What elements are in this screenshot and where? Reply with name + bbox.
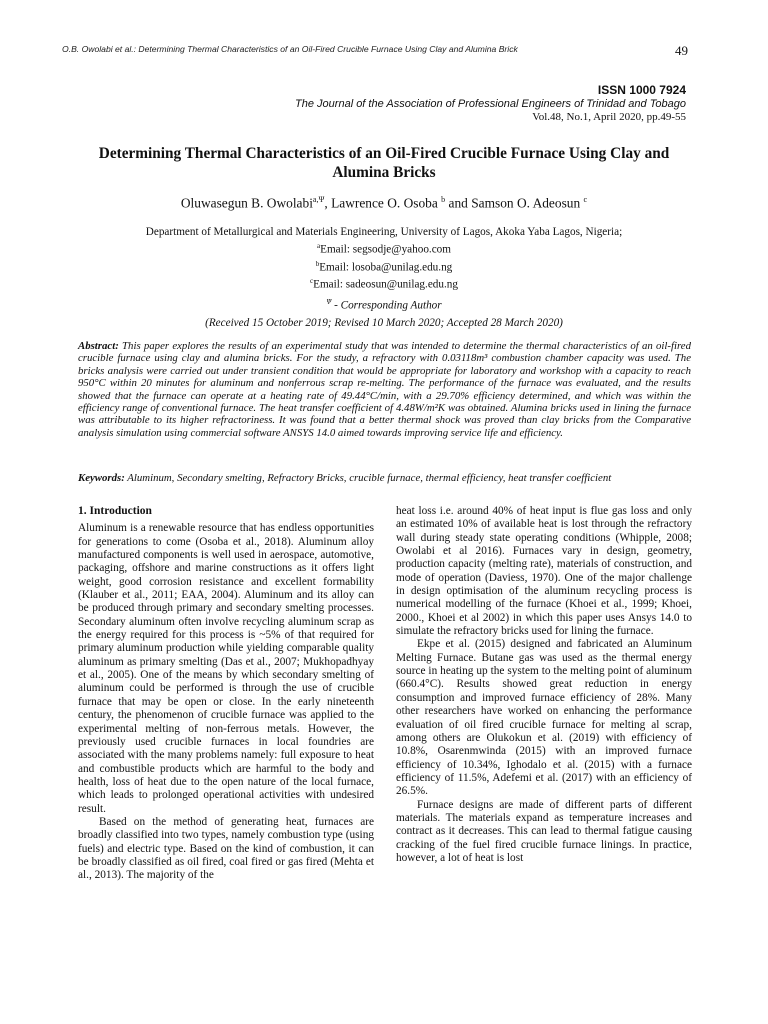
email-mark: c bbox=[310, 277, 314, 286]
paragraph: Based on the method of generating heat, furnaces are broadly classified into two types, namely combustion type (using fuels) and electric type. Based on the kind of combustion, it can be broadly classified as oil fired, coal fired or gas fired (Mehta et al., 2013). The majority of the bbox=[78, 815, 374, 882]
keywords bbox=[78, 472, 691, 484]
paragraph: Furnace designs are made of different parts of different materials. The materials expand as temperature increases and contract as it decreases. This can lead to thermal fatigue causing cracking of the fuel fired crucible furnace linings. In practice, however, a lot of heat is lost bbox=[396, 798, 692, 864]
author-affil-mark: b bbox=[441, 195, 446, 204]
email-line bbox=[70, 257, 698, 275]
paragraph: Aluminum is a renewable resource that has endless opportunities for generations to come (Osoba et al., 2018). Aluminum alloy manufactured components is well used in aerospace, automotive, packaging, offshore and marine constructions as it offers light weight, good corrosion resistance and excellent formability (Klauber et al., 2011; EAA, 2004). Aluminum and its alloy can be produced through primary and secondary smelting processes. Secondary aluminum often involve recycling aluminum scrap as the energy required for this process is ~5% of that required for primary aluminum production while yielding comparable quality aluminum as primary smelting (Das et al., 2007; Mukhopadhyay et al., 2005). One of the means by which secondary smelting of aluminum could be performed is through the use of crucible furnace that may be open or close. In the early nineteenth century, the phenomenon of crucible furnace was applied to the experimental melting of non-ferrous metals. However, the previously used crucible furnaces in local foundries are associated with the many problems namely: full exposure to heat and combustible products which are harmful to the body and health, loss of heat due to the open nature of the local furnace, which leads to prolonged operational activities with undesired result. bbox=[78, 522, 374, 815]
author-name: Lawrence O. Osoba bbox=[331, 195, 438, 211]
right-column bbox=[396, 505, 692, 865]
journal-info bbox=[295, 83, 686, 123]
paper-title: Determining Thermal Characteristics of an Oil-Fired Crucible Furnace Using Clay and Alumina Bricks bbox=[98, 145, 670, 181]
email-text: Email: losoba@unilag.edu.ng bbox=[319, 261, 453, 274]
corresponding-text: - Corresponding Author bbox=[331, 299, 442, 312]
email-line bbox=[70, 274, 698, 292]
issn: ISSN 1000 7924 bbox=[597, 83, 686, 97]
running-head: O.B. Owolabi et al.: Determining Thermal Characteristics of an Oil-Fired Crucible Furnace Using Clay and Alumina Brick bbox=[62, 44, 518, 54]
email-mark: a bbox=[317, 242, 321, 250]
paragraph: heat loss i.e. around 40% of heat input is flue gas loss and only an estimated 10% of available heat is lost through the refractory wall during steady state operating conditions (Whipple, 2008; Owolabi et al 2016). Furnaces vary in design, geometry, production capacity (melting rate), materials of construction, and mode of operation (Daviess, 1970). One of the major challenge in design optimisation of the aluminum recycling process is numerical modelling of the furnace (Khoei et al., 1999; Khoei, 2000., Khoei et al 2002) in which this paper uses Ansys 14.0 to simulate the refractory bricks used for lining the furnace. bbox=[396, 505, 692, 638]
corresponding-symbol: Ψ bbox=[326, 298, 332, 307]
abstract-text: This paper explores the results of an experimental study that was intended to determine the thermal characteristics of an oil-fired crucible furnace using clay and alumina bricks. For the study, a refractory with 0.03118m³ combustion chamber capacity was used. The bricks analysis were carried out under transient condition that would be appropriate for laboratory and workshop with a capacity to reach 950°C within 20 minutes for aluminum and nonferrous scrap re-melting. The performance of the furnace was evaluated, and the results showed that the furnace can operate at a heating rate of 49.44°C/min, with a 29.70% efficiency determined, and which was within the efficiency range of conventional furnace. The heat transfer coefficient of 4.48W/m²K was obtained. Alumina bricks used in lining the furnace was attributable to its higher refractoriness. It was found that a better thermal shock was proved than clay bricks from the Comparative analysis simulation using commercial software ANSYS 14.0 aimed towards improving service life and efficiency. bbox=[78, 340, 691, 439]
abstract-label: Abstract: bbox=[78, 340, 119, 352]
email-text: Email: sadeosun@unilag.edu.ng bbox=[313, 279, 458, 292]
journal-name: The Journal of the Association of Professional Engineers of Trinidad and Tobago bbox=[295, 98, 686, 110]
author-name: Oluwasegun B. Owolabi bbox=[180, 195, 313, 211]
email-line bbox=[70, 239, 698, 257]
author-separator: and bbox=[445, 195, 472, 211]
author-affil-mark: c bbox=[583, 195, 588, 204]
left-column bbox=[78, 505, 374, 883]
received-dates: (Received 15 October 2019; Revised 10 March 2020; Accepted 28 March 2020) bbox=[205, 316, 563, 329]
page-number: 49 bbox=[675, 43, 688, 58]
keywords-label: Keywords: bbox=[78, 472, 125, 484]
affiliation-block bbox=[70, 225, 698, 330]
department: Department of Metallurgical and Materials Engineering, University of Lagos, Akoka Yaba Lagos, Nigeria; bbox=[145, 226, 623, 238]
volume-info: Vol.48, No.1, April 2020, pp.49-55 bbox=[532, 111, 686, 123]
email-mark: b bbox=[315, 259, 320, 268]
corresponding-note bbox=[70, 295, 698, 313]
author-affil-mark: a,Ψ bbox=[312, 195, 325, 204]
abstract bbox=[78, 340, 691, 439]
paragraph: Ekpe et al. (2015) designed and fabricated an Aluminum Melting Furnace. Butane gas was used as the thermal energy source in heating up the system to the melting point of aluminum (660.4°C). Results showed great reduction in energy consumption and improved furnace efficiency of 28%. Many other researchers have worked on enhancing the performance evaluation of oil fired crucible furnace for melting al scrap, among others are Olukokun et al. (2019) with efficiency of 10.8%, Osarenmwinda (2015) with an improved furnace efficiency of 10.34%, Ighodalo et al. (2015) with a furnace efficiency of 11.5%, Adefemi et al. (2017) with an efficiency of 26.5%. bbox=[396, 638, 692, 798]
keywords-text: Aluminum, Secondary smelting, Refractory Bricks, crucible furnace, thermal efficiency, heat transfer coefficient bbox=[124, 472, 612, 484]
email-text: Email: segsodje@yahoo.com bbox=[320, 243, 451, 256]
author-separator: , bbox=[324, 195, 332, 211]
author-list bbox=[70, 195, 698, 211]
author-name: Samson O. Adeosun bbox=[471, 195, 581, 211]
section-heading: 1. Introduction bbox=[78, 505, 152, 517]
